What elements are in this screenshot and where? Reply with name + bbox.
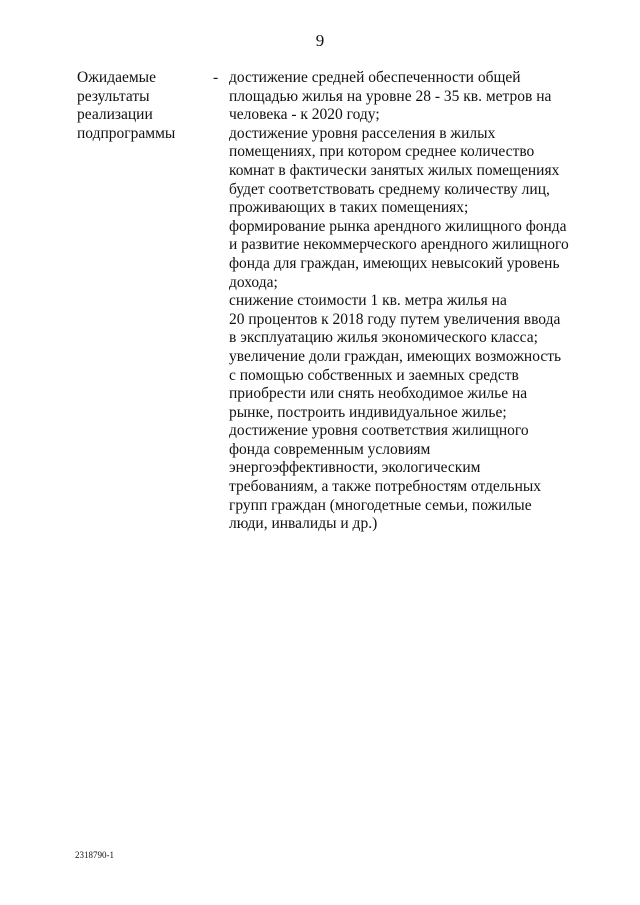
content-line: энергоэффективности, экологическим xyxy=(229,459,481,477)
content-line: люди, инвалиды и др.) xyxy=(229,515,378,533)
content-line: проживающих в таких помещениях; xyxy=(229,199,469,217)
page-number: 9 xyxy=(315,31,325,50)
content-line: помещениях, при котором среднее количество xyxy=(229,143,535,161)
content-line: с помощью собственных и заемных средств xyxy=(229,366,519,384)
label-line: результаты xyxy=(77,87,150,105)
content-line: будет соответствовать среднему количеству лиц, xyxy=(229,180,550,198)
content-line: требованиям, а также потребностям отдельных xyxy=(229,478,542,496)
content-line: и развитие некоммерческого арендного жилищного xyxy=(229,236,569,254)
content-line: фонда современным условиям xyxy=(229,440,431,458)
content-line: формирование рынка арендного жилищного фонда xyxy=(229,217,567,235)
label-line: подпрограммы xyxy=(77,124,176,142)
content-line: 20 процентов к 2018 году путем увеличения ввода xyxy=(229,310,561,328)
section-content xyxy=(229,69,574,534)
content-line: достижение средней обеспеченности общей xyxy=(229,69,521,86)
content-line: групп граждан (многодетные семьи, пожилые xyxy=(229,496,532,514)
content-line: рынке, построить индивидуальное жилье; xyxy=(229,403,507,421)
content-line: приобрести или снять необходимое жилье на xyxy=(229,385,528,403)
content-line: площадью жилья на уровне 28 - 35 кв. метров на xyxy=(229,87,552,105)
content-line: в эксплуатацию жилья экономического класса; xyxy=(229,329,538,347)
content-line: человека - к 2020 году; xyxy=(229,106,380,124)
content-line: фонда для граждан, имеющих невысокий уровень xyxy=(229,254,560,272)
label-line: реализации xyxy=(77,106,153,124)
content-line: комнат в фактически занятых жилых помещениях xyxy=(229,161,560,179)
section-label xyxy=(77,69,207,143)
label-line: Ожидаемые xyxy=(77,69,156,86)
document-code: 2318790-1 xyxy=(75,850,114,860)
content-line: достижение уровня соответствия жилищного xyxy=(229,422,529,440)
content-line: увеличение доли граждан, имеющих возможность xyxy=(229,347,562,365)
content-line: дохода; xyxy=(229,273,278,291)
separator-dash: - xyxy=(213,69,219,86)
content-line: снижение стоимости 1 кв. метра жилья на xyxy=(229,292,507,310)
content-line: достижение уровня расселения в жилых xyxy=(229,124,496,142)
